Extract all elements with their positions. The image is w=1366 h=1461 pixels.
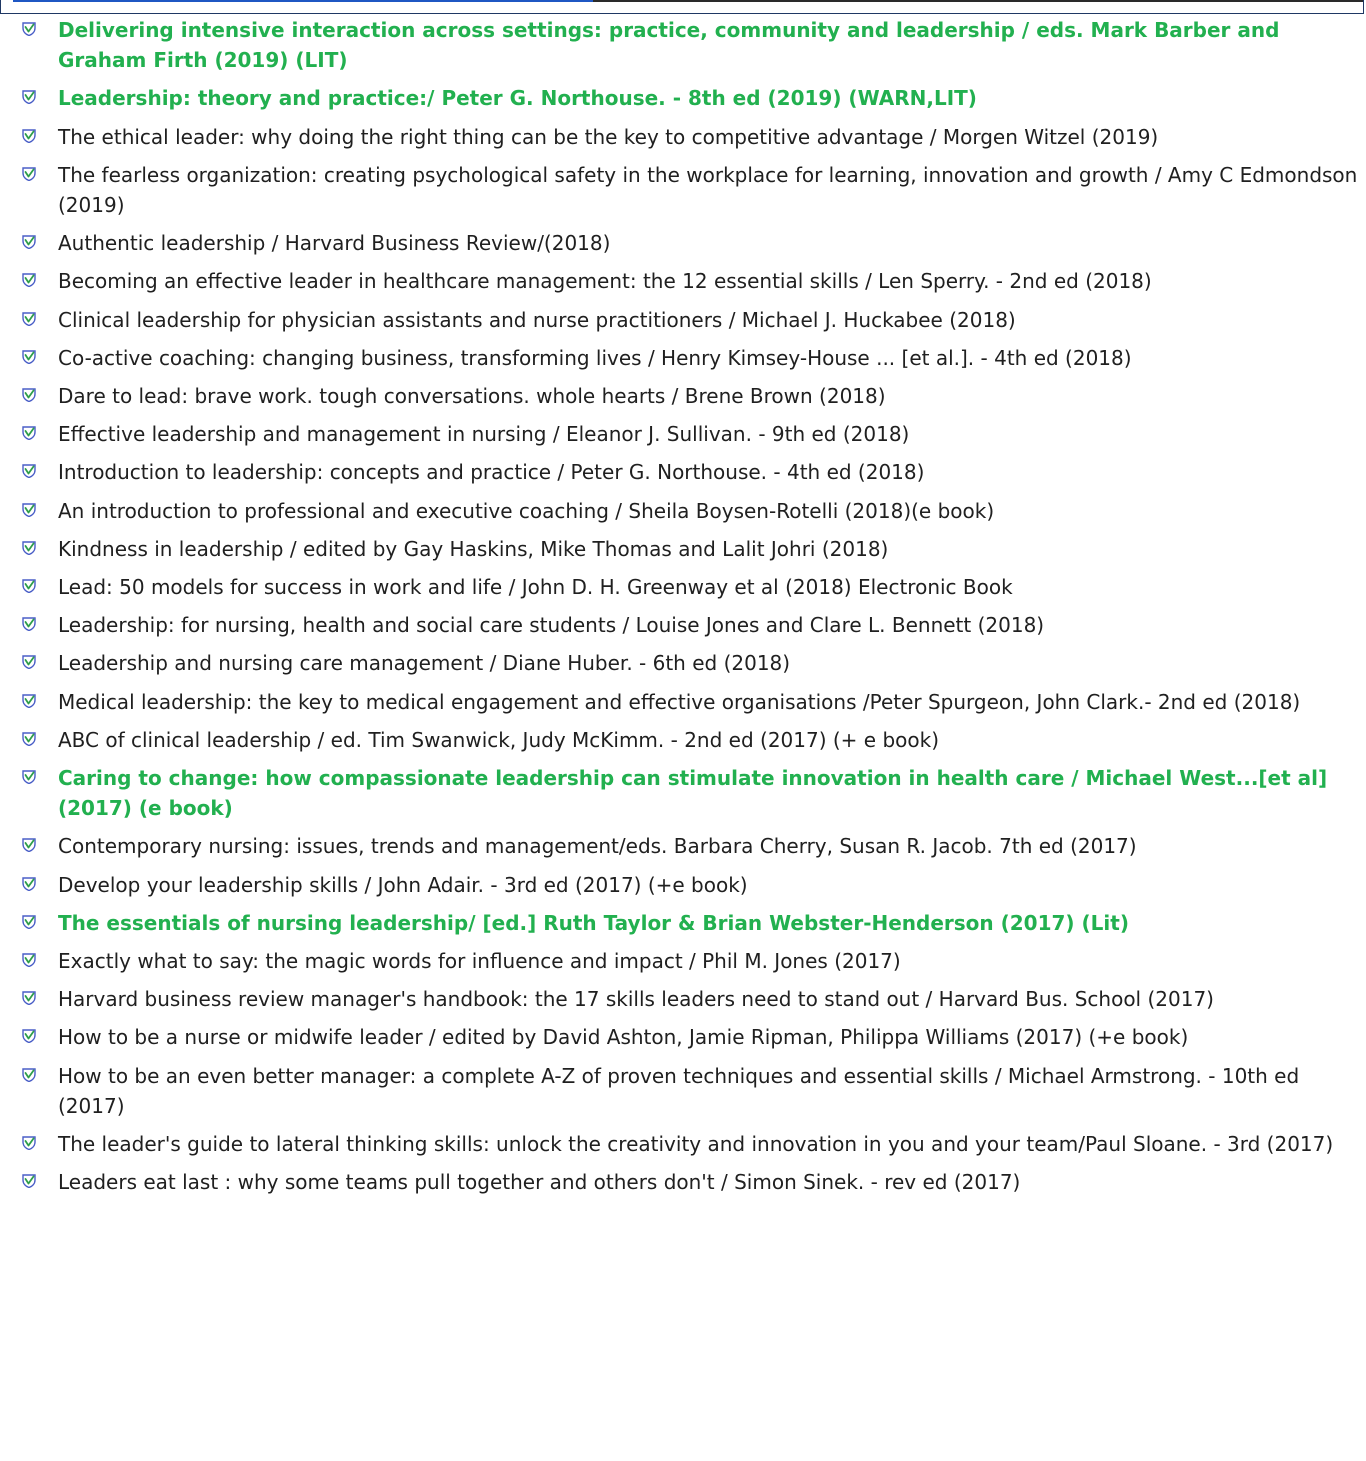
checkmark-shield-icon [22, 655, 36, 669]
book-list-item [0, 870, 1366, 900]
checkmark-shield-icon [22, 915, 36, 929]
book-title-text: Dare to lead: brave work. tough conversations. whole hearts / Brene Brown (2018) [58, 384, 886, 409]
book-title-text: Leaders eat last : why some teams pull together and others don't / Simon Sinek. - rev ed (2017) [58, 1170, 1021, 1195]
book-title-text: Caring to change: how compassionate leadership can stimulate innovation in health care / Michael West...[et al] (2017) (e book) [58, 766, 1328, 821]
book-list-item [0, 266, 1366, 296]
book-list-item [0, 1022, 1366, 1052]
book-title-text: Exactly what to say: the magic words for influence and impact / Phil M. Jones (2017) [58, 949, 901, 974]
checkmark-shield-icon [22, 235, 36, 249]
checkmark-shield-icon [22, 1068, 36, 1082]
checkmark-shield-icon [22, 22, 36, 36]
book-title-text: Co-active coaching: changing business, transforming lives / Henry Kimsey-House ... [et al.]. - 4th ed (2018) [58, 345, 1132, 370]
book-title-text: Medical leadership: the key to medical engagement and effective organisations /Peter Spurgeon, John Clark.- 2nd ed (2018) [58, 689, 1301, 714]
checkmark-shield-icon [22, 426, 36, 440]
checkmark-shield-icon [22, 617, 36, 631]
book-list-item [0, 572, 1366, 602]
checkmark-shield-icon [22, 388, 36, 402]
book-title-text: Introduction to leadership: concepts and practice / Peter G. Northouse. - 4th ed (2018) [58, 460, 925, 485]
checkmark-shield-icon [22, 312, 36, 326]
book-title-text: Becoming an effective leader in healthcare management: the 12 essential skills / Len Sperry. - 2nd ed (2018) [58, 269, 1152, 294]
book-list-item [0, 1167, 1366, 1197]
book-list-item [0, 305, 1366, 335]
book-title-text: Effective leadership and management in nursing / Eleanor J. Sullivan. - 9th ed (2018) [58, 422, 910, 447]
book-list-item [0, 343, 1366, 373]
book-title-text: Delivering intensive interaction across settings: practice, community and leadership / eds. Mark Barber and Graham Firth (2019) (LIT) [58, 18, 1280, 73]
book-list-item [0, 831, 1366, 861]
book-list-item [0, 381, 1366, 411]
checkmark-shield-icon [22, 90, 36, 104]
book-title-text: Lead: 50 models for success in work and life / John D. H. Greenway et al (2018) Electronic Book [58, 575, 1013, 600]
book-list-item [0, 725, 1366, 755]
book-list-item [0, 908, 1366, 938]
book-list-item [0, 1129, 1366, 1159]
checkmark-shield-icon [22, 464, 36, 478]
checkmark-shield-icon [22, 953, 36, 967]
book-title-text: The essentials of nursing leadership/ [ed.] Ruth Taylor & Brian Webster-Henderson (2017) (Lit) [58, 910, 1129, 935]
checkmark-shield-icon [22, 1136, 36, 1150]
checkmark-shield-icon [22, 350, 36, 364]
checkmark-shield-icon [22, 770, 36, 784]
checkmark-shield-icon [22, 877, 36, 891]
book-list-item [0, 763, 1366, 823]
book-list-item [0, 228, 1366, 258]
book-title-text: Leadership and nursing care management / Diane Huber. - 6th ed (2018) [58, 651, 791, 676]
book-title-text: Kindness in leadership / edited by Gay Haskins, Mike Thomas and Lalit Johri (2018) [58, 536, 889, 561]
checkmark-shield-icon [22, 579, 36, 593]
book-list-item [0, 534, 1366, 564]
checkmark-shield-icon [22, 541, 36, 555]
top-table-border [0, 0, 1364, 14]
book-list-item [0, 1061, 1366, 1121]
book-title-text: Contemporary nursing: issues, trends and management/eds. Barbara Cherry, Susan R. Jacob. 7th ed (2017) [58, 834, 1137, 859]
book-title-text: The fearless organization: creating psychological safety in the workplace for learning, innovation and growth / Amy C Edmondson (2019) [58, 162, 1358, 218]
checkmark-shield-icon [22, 732, 36, 746]
book-list-item [0, 610, 1366, 640]
book-title-text: Clinical leadership for physician assistants and nurse practitioners / Michael J. Huckabee (2018) [58, 307, 1016, 332]
checkmark-shield-icon [22, 167, 36, 181]
checkmark-shield-icon [22, 129, 36, 143]
book-list-item [0, 648, 1366, 678]
checkmark-shield-icon [22, 1174, 36, 1188]
book-title-text: Authentic leadership / Harvard Business Review/(2018) [58, 231, 611, 256]
checkmark-shield-icon [22, 273, 36, 287]
book-title-text: Develop your leadership skills / John Adair. - 3rd ed (2017) (+e book) [58, 872, 748, 897]
checkmark-shield-icon [22, 838, 36, 852]
book-title-text: How to be an even better manager: a complete A-Z of proven techniques and essential skills / Michael Armstrong. - 10th ed (2017) [58, 1063, 1300, 1118]
book-list-item [0, 687, 1366, 717]
book-list-item [0, 83, 1366, 113]
book-list-item [0, 122, 1366, 152]
book-list [0, 15, 1366, 1206]
book-list-item [0, 984, 1366, 1014]
book-title-text: Leadership: theory and practice:/ Peter G. Northouse. - 8th ed (2019) (WARN,LIT) [58, 86, 977, 111]
book-list-item [0, 496, 1366, 526]
book-title-text: The leader's guide to lateral thinking skills: unlock the creativity and innovation in you and your team/Paul Sloane. - 3rd (2017) [58, 1132, 1334, 1157]
checkmark-shield-icon [22, 991, 36, 1005]
checkmark-shield-icon [22, 1029, 36, 1043]
checkmark-shield-icon [22, 503, 36, 517]
top-rule [593, 0, 1363, 2]
book-list-item [0, 160, 1366, 220]
book-title-text: An introduction to professional and executive coaching / Sheila Boysen-Rotelli (2018)(e book) [58, 498, 995, 523]
book-title-text: Harvard business review manager's handbook: the 17 skills leaders need to stand out / Harvard Bus. School (2017) [58, 987, 1214, 1012]
book-list-item [0, 457, 1366, 487]
book-list-item [0, 946, 1366, 976]
checkmark-shield-icon [22, 694, 36, 708]
book-title-text: Leadership: for nursing, health and social care students / Louise Jones and Clare L. Bennett (2018) [58, 613, 1045, 638]
book-list-item [0, 419, 1366, 449]
book-list-item [0, 15, 1366, 75]
top-link-underline[interactable] [13, 0, 593, 2]
book-title-text: How to be a nurse or midwife leader / edited by David Ashton, Jamie Ripman, Philippa Williams (2017) (+e book) [58, 1025, 1189, 1050]
book-title-text: The ethical leader: why doing the right thing can be the key to competitive advantage / Morgen Witzel (2019) [58, 124, 1159, 149]
book-title-text: ABC of clinical leadership / ed. Tim Swanwick, Judy McKimm. - 2nd ed (2017) (+ e book) [58, 727, 940, 752]
